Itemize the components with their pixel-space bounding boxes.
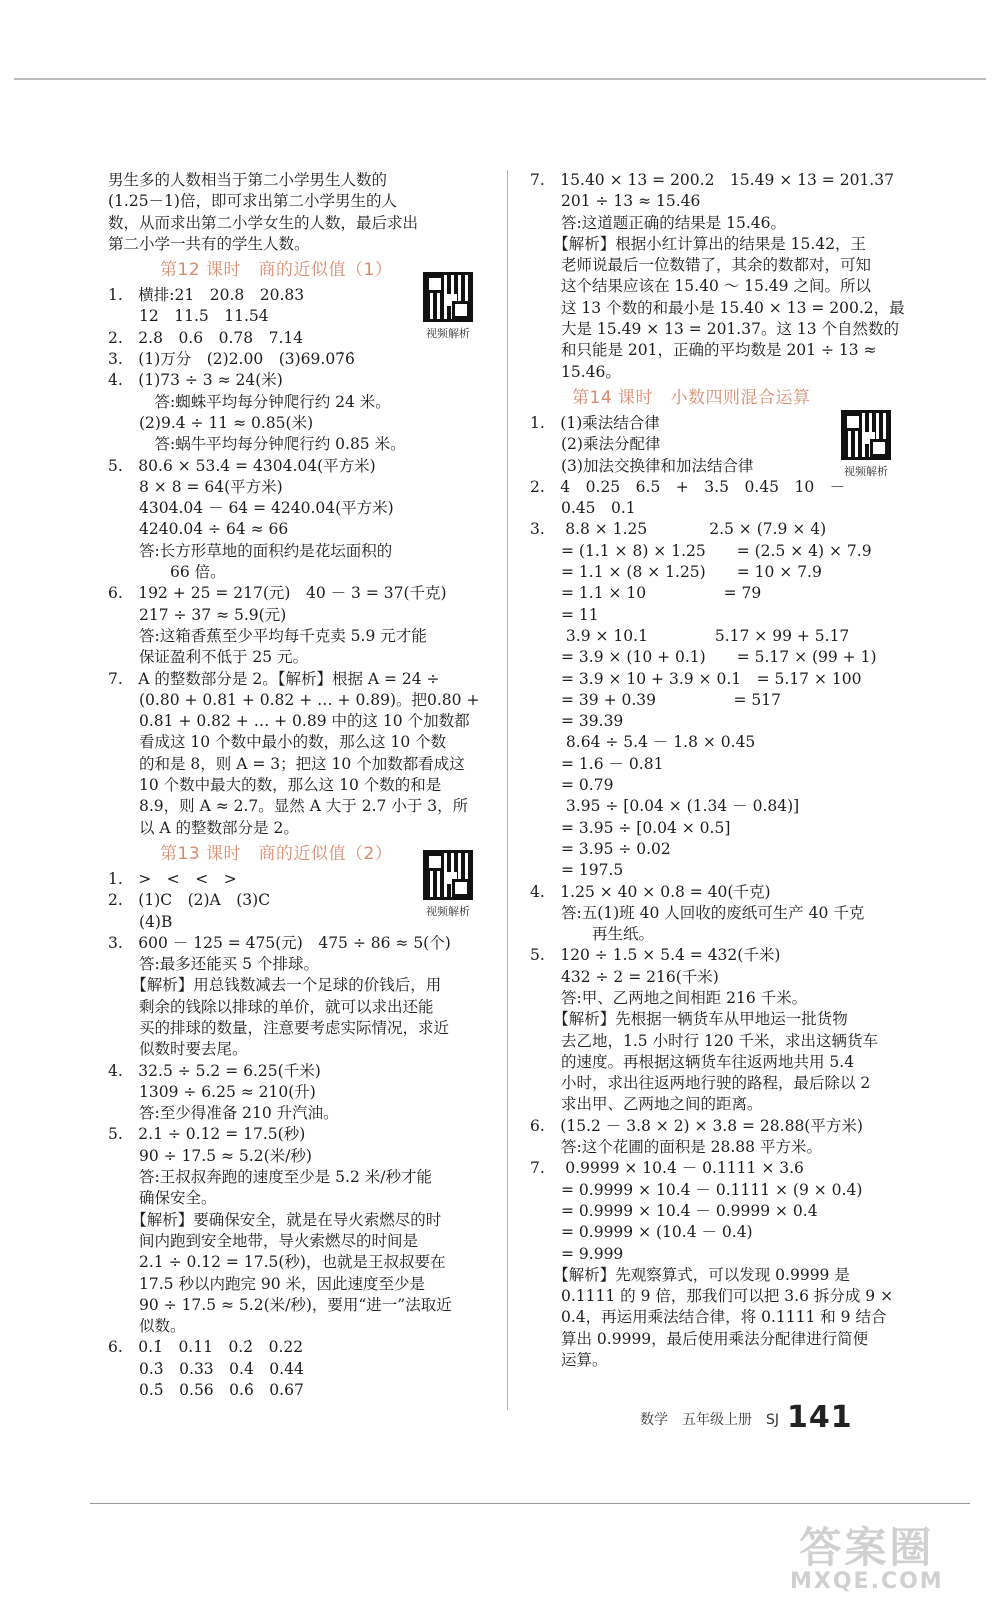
lesson-13-title: 第13 课时 商的近似值（2）	[160, 843, 393, 864]
answer-line: 答:至少得准备 210 升汽油。	[108, 1104, 339, 1123]
answer-line: 8.9，则 A ≈ 2.7。显然 A 大于 2.7 小于 3，所	[108, 797, 469, 816]
answer-line: 大是 15.49 × 13 = 201.37。这 13 个自然数的	[530, 320, 900, 339]
qr-caption: 视频解析	[844, 465, 888, 478]
answer-line: 2.1 ÷ 0.12 = 17.5(秒)，也就是王叔叔要在	[108, 1253, 446, 1272]
answer-line: 的和是 8，则 A = 3；把这 10 个加数都看成这	[108, 754, 465, 773]
answer-line: 0.1111 的 9 倍，那我们可以把 3.6 拆分成 9 ×	[530, 1287, 894, 1306]
answer-line: 算出 0.9999，最后使用乘法分配律进行简便	[530, 1329, 869, 1348]
answer-line: 答:五(1)班 40 人回收的废纸可生产 40 千克	[530, 903, 865, 922]
answer-line: 3.95 ÷ [0.04 × (1.34 － 0.84)]	[530, 797, 800, 816]
answer-line: 6. 0.1̇ 0.11 0.2̇ 0.22	[108, 1338, 304, 1357]
answer-line: = 39.39	[530, 712, 624, 731]
answer-line: 去乙地，1.5 小时行 120 千米，求出这辆货车	[530, 1031, 879, 1050]
answer-line: 5. 80.6 × 53.4 = 4304.04(平方米)	[108, 456, 376, 475]
answer-line: 再生纸。	[530, 925, 655, 944]
lesson-14-title: 第14 课时 小数四则混合运算	[572, 387, 811, 408]
watermark-logo	[790, 1515, 944, 1594]
answer-line: 0.81 + 0.82 + … + 0.89 中的这 10 个加数都	[108, 712, 470, 731]
answer-line: 3. 600 － 125 = 475(元) 475 ÷ 86 ≈ 5(个)	[108, 933, 451, 952]
answer-line: 【解析】要确保安全，就是在导火索燃尽的时	[108, 1210, 442, 1229]
answer-line: 答:王叔叔奔跑的速度至少是 5.2 米/秒才能	[108, 1168, 432, 1187]
answer-line: = 3.95 ÷ [0.04 × 0.5]	[530, 818, 731, 837]
answer-line: 90 ÷ 17.5 ≈ 5.2(米/秒)	[108, 1146, 312, 1165]
answer-line: 这 13 个数的和最小是 15.40 × 13 = 200.2，最	[530, 298, 905, 317]
qr-code-icon	[423, 850, 473, 900]
answer-line: 1. > < < >	[108, 869, 237, 888]
answer-line: 答:蜗牛平均每分钟爬行约 0.85 米。	[108, 435, 406, 454]
answer-line: = 3.9 × 10 + 3.9 × 0.1 = 5.17 × 100	[530, 669, 862, 688]
answer-line: 答:这道题正确的结果是 15.46。	[530, 213, 787, 232]
answer-line: 4. 1.25 × 40 × 0.8 = 40(千克)	[530, 882, 771, 901]
answer-line: (1.25－1)倍，即可求出第二小学男生的人	[108, 192, 397, 211]
top-rule	[14, 78, 986, 80]
left-column	[108, 170, 493, 1401]
lesson-13-continued	[530, 170, 905, 383]
answer-line: 买的排球的数量，注意要考虑实际情况，求近	[108, 1018, 450, 1037]
answer-line: 12 11.5 11.54	[108, 307, 269, 326]
answer-line: 7. A 的整数部分是 2。【解析】根据 A = 24 ÷	[108, 669, 440, 688]
answer-line: 小时，求出往返两地行驶的路程，最后除以 2	[530, 1074, 871, 1093]
answer-line: = 0.9999 × 10.4 － 0.1111 × (9 × 0.4)	[530, 1180, 863, 1199]
answer-line: 的速度。再根据这辆货车往返两地共用 5.4	[530, 1052, 855, 1071]
lesson-13-answers	[108, 869, 493, 1401]
answer-line: 1309 ÷ 6.25 ≈ 210(升)	[108, 1082, 316, 1101]
answer-line: 【解析】根据小红计算出的结果是 15.42，王	[530, 234, 867, 253]
answer-line: 4240.04 ÷ 64 ≈ 66	[108, 520, 289, 539]
lesson-12-answers	[108, 285, 493, 839]
answer-line: = 1.1 × (8 × 1.25) = 10 × 7.9	[530, 563, 822, 582]
answer-line: = (1.1 × 8) × 1.25 = (2.5 × 4) × 7.9	[530, 541, 872, 560]
answer-line: (4)B	[108, 912, 173, 931]
answer-line: 答:这个花圃的面积是 28.88 平方米。	[530, 1138, 822, 1157]
lesson-14-answers	[530, 413, 905, 1371]
answer-line: 0.4，再运用乘法结合律，将 0.1111 和 9 结合	[530, 1308, 887, 1327]
answer-line: 运算。	[530, 1351, 608, 1370]
answer-line: 5. 2.1 ÷ 0.12 = 17.5(秒)	[108, 1125, 306, 1144]
answer-line: = 1.6 － 0.81	[530, 754, 664, 773]
answer-line: 15.46。	[530, 362, 621, 381]
book-info: 数学 五年级上册 SJ	[640, 1412, 780, 1428]
answer-line: 10 个数中最大的数，那么这 10 个数的和是	[108, 776, 442, 795]
answer-line: 4. 32.5 ÷ 5.2 = 6.25(千米)	[108, 1061, 321, 1080]
answer-line: 答:甲、乙两地之间相距 216 千米。	[530, 988, 808, 1007]
answer-line: 第二小学一共有的学生人数。	[108, 234, 310, 253]
answer-line: (2)乘法分配律	[530, 435, 661, 454]
answer-line: 似数时要去尾。	[108, 1040, 248, 1059]
answer-line: 答:这箱香蕉至少平均每千克卖 5.9 元才能	[108, 626, 427, 645]
answer-line: 4. (1)73 ÷ 3 ≈ 24(米)	[108, 371, 283, 390]
answer-line: = 11	[530, 605, 599, 624]
answer-line: 6. 192 + 25 = 217(元) 40 － 3 = 37(千克)	[108, 584, 447, 603]
answer-line: 7. 0.9999 × 10.4 － 0.1111 × 3.6	[530, 1159, 804, 1178]
qr-code-lesson-13[interactable]	[418, 850, 478, 919]
answer-line: = 197.5	[530, 861, 624, 880]
answer-line: 老师说最后一位数错了，其余的数都对，可知	[530, 256, 872, 275]
lesson-12-title: 第12 课时 商的近似值（1）	[160, 260, 393, 281]
watermark-text: 答案圈	[799, 1523, 935, 1572]
answer-line: 和只能是 201，正确的平均数是 201 ÷ 13 ≈	[530, 341, 877, 360]
page-footer	[640, 1400, 853, 1435]
column-divider	[507, 170, 508, 1410]
answer-line: 0.5̇ 0.56 0.6̇ 0.67	[108, 1381, 304, 1400]
answer-line: 5. 120 ÷ 1.5 × 5.4 = 432(千米)	[530, 946, 781, 965]
answer-line: = 9.999	[530, 1244, 624, 1263]
answer-line: (2)9.4 ÷ 11 ≈ 0.85(米)	[108, 413, 314, 432]
answer-line: 90 ÷ 17.5 ≈ 5.2(米/秒)，要用“进一”法取近	[108, 1295, 452, 1314]
answer-line: 看成这 10 个数中最小的数，那么这 10 个数	[108, 733, 447, 752]
answer-line: 3. (1)万分 (2)2.00 (3)69.07̇6̇	[108, 350, 355, 369]
answer-line: 答:蜘蛛平均每分钟爬行约 24 米。	[108, 392, 391, 411]
answer-line: 确保安全。	[108, 1189, 217, 1208]
qr-code-lesson-12[interactable]	[418, 272, 478, 341]
answer-line: 17.5 秒以内跑完 90 米，因此速度至少是	[108, 1274, 426, 1293]
answer-line: = 0.9999 × 10.4 － 0.9999 × 0.4	[530, 1201, 818, 1220]
answer-line: 以 A 的整数部分是 2。	[108, 818, 299, 837]
answer-line: 0.45 0.1	[530, 499, 636, 518]
right-column	[530, 170, 905, 1371]
answer-line: 1. (1)乘法结合律	[530, 413, 660, 432]
answer-line: 4304.04 － 64 = 4240.04(平方米)	[108, 499, 394, 518]
answer-line: 3.9 × 10.1 5.17 × 99 + 5.17	[530, 626, 850, 645]
answer-line: 【解析】先观察算式，可以发现 0.9999 是	[530, 1265, 850, 1284]
answer-line: 男生多的人数相当于第二小学男生人数的	[108, 171, 388, 189]
answer-line: 2. 2.8 0.6 0.78 7.14	[108, 328, 304, 347]
answer-line: 3. 8.8 × 1.25 2.5 × (7.9 × 4)	[530, 520, 827, 539]
answer-line: 似数。	[108, 1317, 186, 1336]
answer-line: 8 × 8 = 64(平方米)	[108, 477, 283, 496]
answer-line: = 0.79	[530, 776, 614, 795]
answer-line: 保证盈利不低于 25 元。	[108, 648, 309, 667]
answer-line: 201 ÷ 13 ≈ 15.46	[530, 192, 701, 211]
answer-line: 8.64 ÷ 5.4 － 1.8 × 0.45	[530, 733, 756, 752]
page-number: 141	[787, 1400, 853, 1435]
qr-code-icon	[423, 272, 473, 322]
answer-line: 217 ÷ 37 ≈ 5.9(元)	[108, 605, 287, 624]
answer-line: 1. 横排:21 20.8 20.83	[108, 286, 305, 305]
answer-line: (0.80 + 0.81 + 0.82 + … + 0.89)。把0.80 +	[108, 690, 480, 709]
qr-caption: 视频解析	[426, 327, 470, 340]
answer-line: 答:最多还能买 5 个排球。	[108, 955, 319, 974]
answer-line: 66 倍。	[108, 563, 226, 582]
answer-line: 2. (1)C (2)A (3)C	[108, 891, 271, 910]
answer-line: 0.3̇ 0.33 0.4̇ 0.44	[108, 1359, 304, 1378]
answer-line: 剩余的钱除以排球的单价，就可以求出还能	[108, 997, 434, 1016]
bottom-rule	[90, 1503, 970, 1504]
answer-line: 间内跑到安全地带，导火索燃尽的时间是	[108, 1231, 419, 1250]
answer-line: 2. 4 0.25 6.5 + 3.5 0.45 10 －	[530, 477, 846, 496]
answer-line: 【解析】用总钱数减去一个足球的价钱后，用	[108, 976, 442, 995]
answer-line: = 1.1 × 10 = 79	[530, 584, 762, 603]
qr-caption: 视频解析	[426, 905, 470, 918]
intro-block	[108, 170, 493, 255]
answer-line: = 0.9999 × (10.4 － 0.4)	[530, 1223, 753, 1242]
answer-line: 这个结果应该在 15.40 ～ 15.49 之间。所以	[530, 277, 871, 296]
watermark-url: MXQE.COM	[790, 1569, 944, 1594]
answer-line: = 39 + 0.39 = 517	[530, 690, 781, 709]
answer-line: 数，从而求出第二小学女生的人数，最后求出	[108, 213, 419, 232]
answer-line: 432 ÷ 2 = 216(千米)	[530, 967, 719, 986]
answer-line: 7. 15.40 × 13 = 200.2 15.49 × 13 = 201.37	[530, 171, 894, 189]
answer-line: 求出甲、乙两地之间的距离。	[530, 1095, 763, 1114]
answer-line: = 3.9 × (10 + 0.1) = 5.17 × (99 + 1)	[530, 648, 877, 667]
answer-line: 6. (15.2 － 3.8 × 2) × 3.8 = 28.88(平方米)	[530, 1116, 863, 1135]
answer-line: (3)加法交换律和加法结合律	[530, 456, 754, 475]
answer-line: 【解析】先根据一辆货车从甲地运一批货物	[530, 1010, 848, 1029]
answer-line: 答:长方形草地的面积约是花坛面积的	[108, 541, 393, 560]
answer-line: = 3.95 ÷ 0.02	[530, 839, 671, 858]
